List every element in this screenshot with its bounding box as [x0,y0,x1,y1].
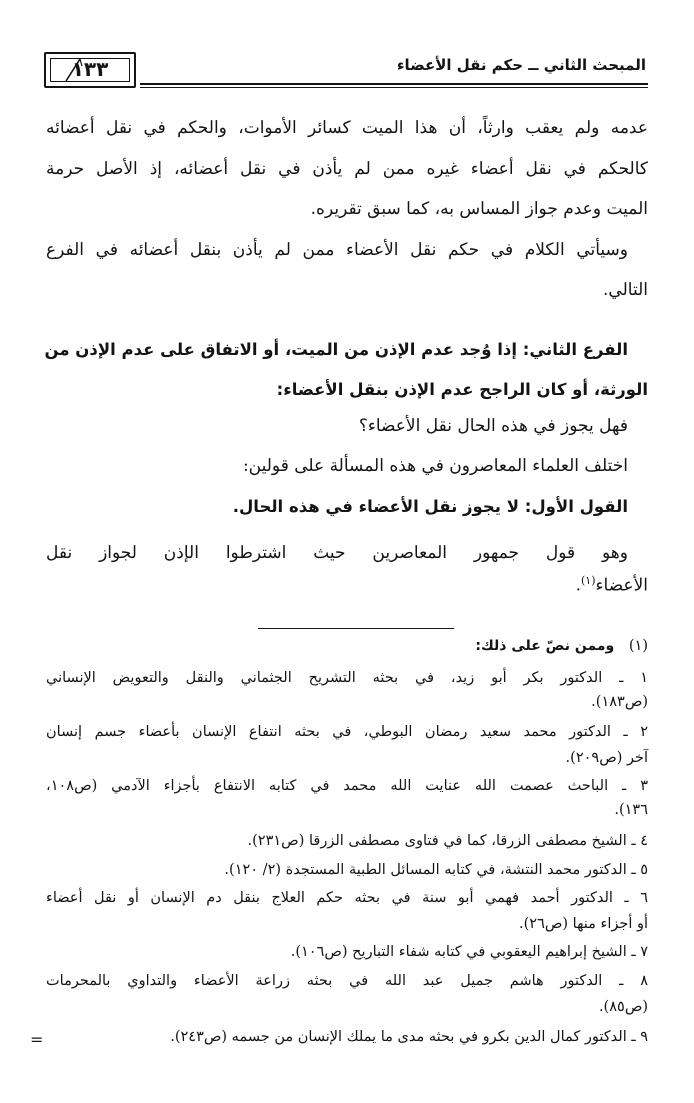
continuation-mark: = [30,1030,44,1049]
footnote-item: ٩ ـ الدكتور كمال الدين بكرو في بحثه مدى ما يملك الإنسان من جسمه (ص٢٤٣). [170,1029,648,1045]
footnote-item: ٥ ـ الدكتور محمد النتشة، في كتابه المسائل الطبية المستجدة (٢/ ١٢٠). [224,862,648,878]
footnote-ref: (١) [581,574,596,587]
footnote-item: ٧ ـ الشيخ إبراهيم اليعقوبي في كتابه شفاء التباريح (ص١٠٦). [290,944,648,960]
text-line: عدمه ولم يعقب وارثاً، أن هذا الميت كسائر الأموات، والحكم في نقل أعضائه [46,118,648,138]
text-line: وهو قول جمهور المعاصرين حيث اشترطوا الإذن لجواز نقل [46,543,628,563]
footnote-item: أو أجزاء منها (ص٢٦). [519,916,648,932]
header-rule-thin [140,87,648,88]
text-line: وسيأتي الكلام في حكم نقل الأعضاء ممن لم يأذن بنقل أعضائه في الفرع [46,240,628,260]
opinion-line: القول الأول: لا يجوز نقل الأعضاء في هذه الحال. [232,497,628,516]
heading-line: الفرع الثاني: إذا وُجد عدم الإذن من الميت، أو الاتفاق على عدم الإذن من [44,340,628,359]
footnote-head [475,638,648,654]
text-line: اختلف العلماء المعاصرون في هذه المسألة على قولين: [242,456,628,476]
footnote-item: (ص١٨٣). [591,694,648,710]
text-line: كالحكم في نقل أعضاء غيره ممن لم يأذن في نقل أعضائه، إذ الأصل حرمة [46,159,648,179]
footnote-intro: وممن نصّ على ذلك: [475,638,615,654]
running-header-title: المبحث الثاني ــ حكم نقل الأعضاء [396,56,646,74]
heading-line: الورثة، أو كان الراجح عدم الإذن بنقل الأعضاء: [276,380,648,399]
page-number: ١٣٣ [71,57,109,81]
footnote-item: ٨ ـ الدكتور هاشم جميل عبد الله في بحثه زراعة الأعضاء والتداوي بالمحرمات [46,973,648,989]
footnote-item: ٦ ـ الدكتور أحمد فهمي أبو سنة في بحثه حكم العلاج بنقل دم الإنسان أو نقل أعضاء [46,890,648,906]
footnote-rule [258,628,454,629]
footnote-marker: (١) [628,638,648,654]
text-line: فهل يجوز في هذه الحال نقل الأعضاء؟ [358,416,628,436]
footnote-item: ١ ـ الدكتور بكر أبو زيد، في بحثه التشريح الجثماني والنقل والتعويض الإنساني [46,670,648,686]
text-line: التالي. [603,280,648,300]
footnote-item: ٢ ـ الدكتور محمد سعيد رمضان البوطي، في بحثه انتفاع الإنسان بأعضاء جسم إنسان [46,724,648,740]
footnote-item: (ص٨٥). [598,999,648,1015]
text-fragment: الأعضاء [595,575,648,596]
footnote-item: ٤ ـ الشيخ مصطفى الزرقا، كما في فتاوى مصطفى الزرقا (ص٢٣١). [247,833,648,849]
header-rule [140,83,648,85]
footnote-item: ٣ ـ الباحث عصمت الله عنايت الله محمد في كتابه الانتفاع بأجزاء الآدمي (ص١٠٨، [46,778,648,794]
footnote-item: ١٣٦). [614,802,648,818]
text-line: الميت وعدم جواز المساس به، كما سبق تقريره. [310,199,648,219]
footnote-item: آخر (ص٢٠٩). [565,750,648,766]
text-line: الأعضاء$^{(١)}$. [575,574,648,596]
